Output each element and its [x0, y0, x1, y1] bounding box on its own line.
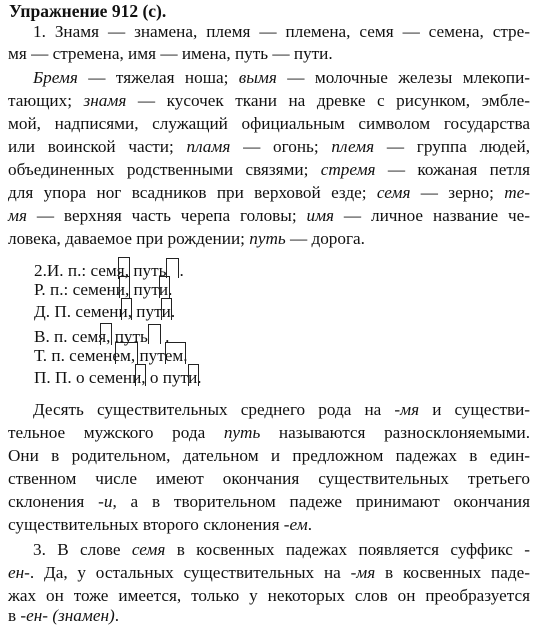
explanation-line-2: тельное мужского рода путь называются разносклоняемыми. — [8, 423, 530, 442]
explanation-line-1: Десять существительных среднего рода на -мя и существи- — [33, 400, 530, 419]
suffix-line-1: 3. В слове семя в косвенных падежах появляется суффикс - — [33, 540, 530, 559]
case-genitive: Р. п.: семени , пути . — [34, 280, 172, 300]
definitions-line-7: мя — верхняя часть черепа головы; имя — личное название че- — [8, 206, 530, 225]
definitions-line-4: или воинской части; пламя — огонь; племя — группа людей, — [8, 137, 530, 156]
ending-marker — [119, 276, 130, 298]
definitions-line-8: ловека, даваемое при рождении; путь — дорога. — [8, 229, 365, 248]
word-semeni: семени — [73, 280, 125, 300]
word-semya: семя — [72, 327, 106, 347]
empty-ending-marker — [148, 324, 161, 344]
paragraph-1-line-2: мя — стремена, имя — имена, путь — пути. — [8, 44, 333, 63]
empty-ending-marker — [166, 258, 179, 278]
suffix-line-4: в -ен- (знамен). — [8, 606, 120, 625]
word-semeni: семени — [89, 368, 141, 388]
ending-marker — [165, 342, 186, 364]
suffix-line-3: жах он тоже имеется, только у некоторых слов он преобразуется — [8, 586, 530, 605]
word-puti: пути — [134, 280, 169, 300]
exercise-title: Упражнение 912 (с). — [9, 1, 167, 21]
word-puti: пути — [136, 302, 171, 322]
ending-marker — [188, 364, 199, 386]
case-prepositional: П. П. о семени , о пути . — [34, 368, 202, 388]
ending-marker — [100, 323, 112, 345]
explanation-line-4: ственном числе имеют окончания существительных третьего — [8, 469, 530, 488]
case-accusative: В. п. семя , путь . — [34, 324, 169, 347]
definitions-line-2: тающих; знамя — кусочек ткани на древке с рисунком, эмбле- — [8, 91, 530, 110]
explanation-line-5: склонения -и, а в творительном падеже принимают окончания — [8, 492, 530, 511]
ending-marker — [135, 364, 146, 386]
ending-marker — [115, 342, 138, 364]
word-puti: пути — [163, 368, 198, 388]
definitions-line-5: объединенных родственными связями; стремя — кожаная петля — [8, 160, 530, 179]
paragraph-1-line-1: 1. Знамя — знамена, племя — племена, семя — семена, стре- — [33, 22, 530, 41]
word-semya: семя — [90, 261, 124, 281]
word-putem: путем — [139, 346, 183, 366]
definitions-line-3: мой, надписями, служащий официальным символом государства — [8, 114, 530, 133]
explanation-line-3: Они в родительном, дательном и предложном падежах в един- — [8, 446, 530, 465]
case-dative: Д. П. семени , пути . — [34, 302, 175, 322]
definitions-line-1: Бремя — тяжелая ноша; вымя — молочные железы млекопи- — [33, 68, 531, 87]
word-semeni: семени — [75, 302, 127, 322]
ending-marker — [121, 298, 132, 320]
suffix-line-2: ен-. Да, у остальных существительных на -мя в косвенных паде- — [8, 563, 530, 582]
ending-marker — [159, 276, 170, 298]
ending-marker — [161, 298, 172, 320]
case-nominative: 2.И. п.: семя , путь . — [34, 258, 184, 281]
definitions-line-6: для упора ног всадников при верховой езде; семя — зерно; те- — [8, 183, 530, 202]
word-semenem: семенем — [69, 346, 131, 366]
explanation-line-6: существительных второго склонения -ем. — [8, 515, 312, 534]
case-instrumental: Т. п. семенем , путем . — [34, 346, 188, 366]
